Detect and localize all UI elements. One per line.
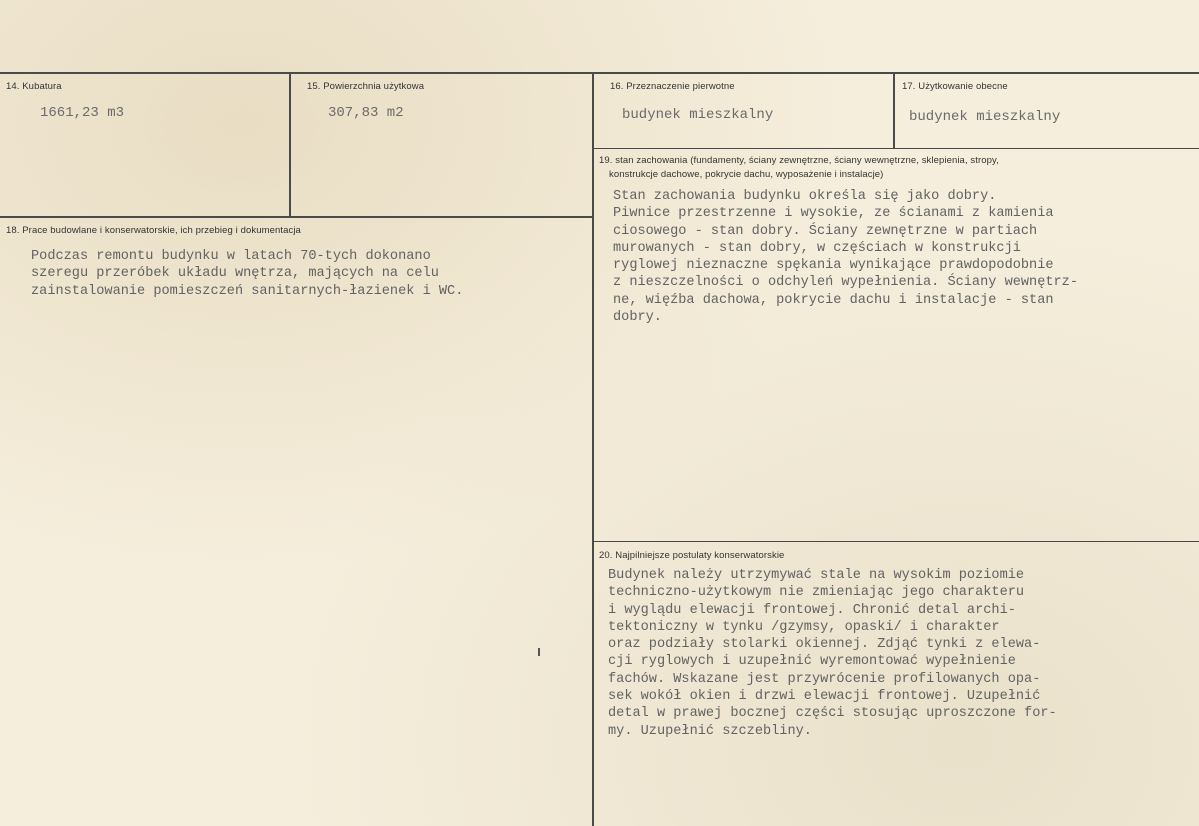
- field-20-line: oraz podziały stolarki okiennej. Zdjąć tynki z elewa-: [608, 637, 1041, 653]
- field-15-label: 15. Powierzchnia użytkowa: [307, 81, 425, 92]
- rule-under-14-15: [0, 216, 593, 218]
- field-16-label: 16. Przeznaczenie pierwotne: [610, 81, 735, 92]
- field-20-line: tektoniczny w tynku /gzymsy, opaski/ i charakter: [608, 619, 1000, 635]
- field-17-value: budynek mieszkalny: [909, 109, 1061, 125]
- field-19-line: Stan zachowania budynku określa się jako dobry.: [613, 189, 997, 204]
- field-18-label: 18. Prace budowlane i konserwatorskie, ich przebieg i dokumentacja: [6, 225, 301, 236]
- field-18-line: szeregu przeróbek układu wnętrza, mających na celu: [31, 266, 439, 282]
- field-14-label: 14. Kubatura: [6, 81, 62, 92]
- field-20-line: sek wokół okien i drzwi elewacji frontowej. Uzupełnić: [608, 689, 1041, 705]
- field-16-value: budynek mieszkalny: [622, 107, 774, 123]
- field-20-line: cji ryglowych i uzupełnić wyremontować wypełnienie: [608, 654, 1016, 670]
- divider-14-15: [289, 73, 291, 217]
- field-19-line: dobry.: [613, 310, 662, 326]
- field-19-line: ciosowego - stan dobry. Ściany zewnętrzne w partiach: [613, 223, 1038, 239]
- field-17-label: 17. Użytkowanie obecne: [902, 81, 1008, 92]
- rule-under-16-17: [593, 148, 1199, 149]
- field-15-value: 307,83 m2: [328, 105, 404, 121]
- field-19-text: [613, 188, 1078, 326]
- top-rule: [0, 72, 1199, 74]
- field-20-label: 20. Najpilniejsze postulaty konserwatorskie: [599, 550, 785, 561]
- divider-left-right: [592, 73, 594, 826]
- field-20-line: Budynek należy utrzymywać stale na wysokim poziomie: [608, 568, 1025, 583]
- field-20-line: my. Uzupełnić szczebliny.: [608, 723, 812, 739]
- field-19-line: ne, więźba dachowa, pokrycie dachu i instalacje - stan: [613, 292, 1054, 308]
- field-20-text: [608, 567, 1057, 740]
- field-19-label-line1: 19. stan zachowania (fundamenty, ściany zewnętrzne, ściany wewnętrzne, sklepienia, stropy,: [599, 155, 999, 166]
- field-18-line: zainstalowanie pomieszczeń sanitarnych-łazienek i WC.: [31, 283, 464, 299]
- field-19-line: ryglowej nieznaczne spękania wynikające prawdopodobnie: [613, 258, 1054, 274]
- field-20-line: i wyglądu elewacji frontowej. Chronić detal archi-: [608, 602, 1016, 618]
- field-20-line: fachów. Wskazane jest przywrócenie profilowanych opa-: [608, 671, 1041, 687]
- rule-above-20: [593, 541, 1199, 542]
- field-14-value: 1661,23 m3: [40, 105, 125, 121]
- ink-speck: [538, 648, 540, 656]
- field-20-line: detal w prawej bocznej części stosując uproszczone for-: [608, 706, 1057, 722]
- field-18-text: [31, 248, 463, 300]
- field-20-line: techniczno-użytkowym nie zmieniając jego charakteru: [608, 585, 1025, 601]
- field-18-line: Podczas remontu budynku w latach 70-tych dokonano: [31, 249, 431, 264]
- field-19-line: murowanych - stan dobry, w częściach w konstrukcji: [613, 240, 1021, 256]
- field-19-label-line2: konstrukcje dachowe, pokrycie dachu, wyposażenie i instalacje): [609, 169, 884, 180]
- divider-16-17: [893, 73, 895, 149]
- field-19-line: z nieszczelności o odchyleń wypełnienia. Ściany wewnętrz-: [613, 275, 1078, 291]
- field-19-line: Piwnice przestrzenne i wysokie, ze ścianami z kamienia: [613, 206, 1054, 222]
